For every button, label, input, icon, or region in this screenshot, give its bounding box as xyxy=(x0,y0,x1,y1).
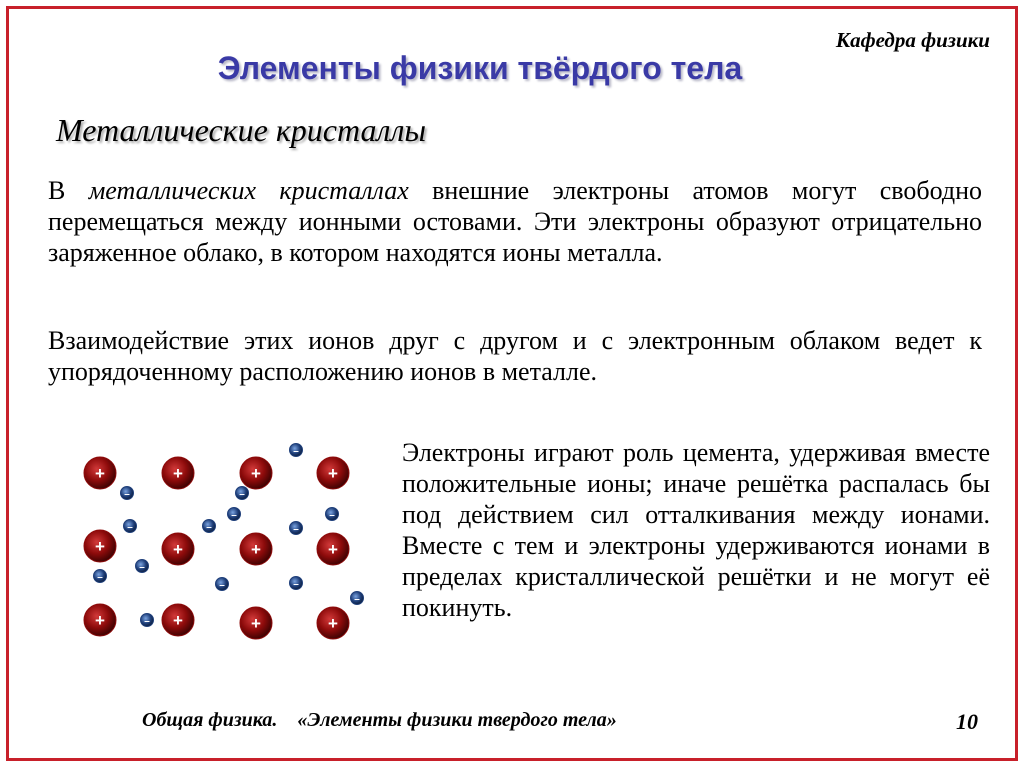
ion xyxy=(84,604,116,636)
svg-text:–: – xyxy=(144,616,150,627)
electron xyxy=(121,487,134,501)
footer-caption xyxy=(142,709,617,732)
electron xyxy=(351,592,364,606)
paragraph-intro-prefix: В xyxy=(48,176,89,205)
ion xyxy=(240,607,272,639)
svg-text:–: – xyxy=(206,522,212,533)
svg-text:–: – xyxy=(293,579,299,590)
electron xyxy=(216,578,229,592)
svg-text:–: – xyxy=(293,524,299,535)
electron xyxy=(124,520,137,534)
svg-text:+: + xyxy=(328,464,338,483)
svg-text:–: – xyxy=(124,489,130,500)
electron xyxy=(141,614,154,628)
metal-lattice-illustration xyxy=(60,428,380,658)
department-label: Кафедра физики xyxy=(835,28,990,52)
slide-title: Элементы физики твёрдого тела xyxy=(217,50,743,86)
section-subtitle: Металлические кристаллы xyxy=(56,112,427,148)
svg-text:+: + xyxy=(328,614,338,633)
svg-text:–: – xyxy=(139,562,145,573)
ion xyxy=(240,533,272,565)
svg-text:+: + xyxy=(173,540,183,559)
ion xyxy=(317,457,349,489)
page-number: 10 xyxy=(956,709,978,734)
electron xyxy=(290,522,303,536)
paragraph-intro xyxy=(48,175,982,268)
svg-text:–: – xyxy=(293,446,299,457)
svg-text:+: + xyxy=(95,537,105,556)
electron xyxy=(290,444,303,458)
paragraph-electrons-role: Электроны играют роль цемента, удерживая вместе положительные ионы; иначе решётка распалась бы под действием сил отталкивания между ионами. Вместе с тем и электроны удерживаются ионами в пределах кристаллической решётки и не могут её покинуть. xyxy=(402,438,990,622)
ion xyxy=(162,604,194,636)
ion xyxy=(240,457,272,489)
footer-course: Общая физика. xyxy=(142,709,278,731)
electron xyxy=(203,520,216,534)
paragraph-interaction: Взаимодействие этих ионов друг с другом и с электронным облаком ведет к упорядоченному расположению ионов в металле. xyxy=(48,326,982,386)
electron xyxy=(236,487,249,501)
svg-text:–: – xyxy=(329,510,335,521)
electron xyxy=(94,570,107,584)
svg-text:+: + xyxy=(251,614,261,633)
svg-text:+: + xyxy=(173,611,183,630)
svg-text:–: – xyxy=(97,572,103,583)
svg-text:–: – xyxy=(231,510,237,521)
svg-text:+: + xyxy=(251,540,261,559)
footer-topic: «Элементы физики твердого тела» xyxy=(297,709,617,731)
svg-text:–: – xyxy=(219,580,225,591)
svg-text:–: – xyxy=(127,522,133,533)
electron xyxy=(290,577,303,591)
svg-text:+: + xyxy=(173,464,183,483)
ion xyxy=(84,457,116,489)
ion xyxy=(84,530,116,562)
svg-text:+: + xyxy=(251,464,261,483)
electron xyxy=(136,560,149,574)
svg-text:–: – xyxy=(239,489,245,500)
svg-text:+: + xyxy=(95,611,105,630)
ion xyxy=(317,607,349,639)
svg-text:–: – xyxy=(354,594,360,605)
ion xyxy=(317,533,349,565)
svg-text:+: + xyxy=(95,464,105,483)
paragraph-intro-rest: внешние электроны атомов могут свободно перемещаться между ионными остовами. Эти электроны образуют отрицательно заряженное облако, в котором находятся ионы металла. xyxy=(48,176,982,267)
electron xyxy=(228,508,241,522)
ion xyxy=(162,457,194,489)
ion xyxy=(162,533,194,565)
svg-text:+: + xyxy=(328,540,338,559)
paragraph-intro-term: металлических кристаллах xyxy=(88,176,409,205)
electron xyxy=(326,508,339,522)
